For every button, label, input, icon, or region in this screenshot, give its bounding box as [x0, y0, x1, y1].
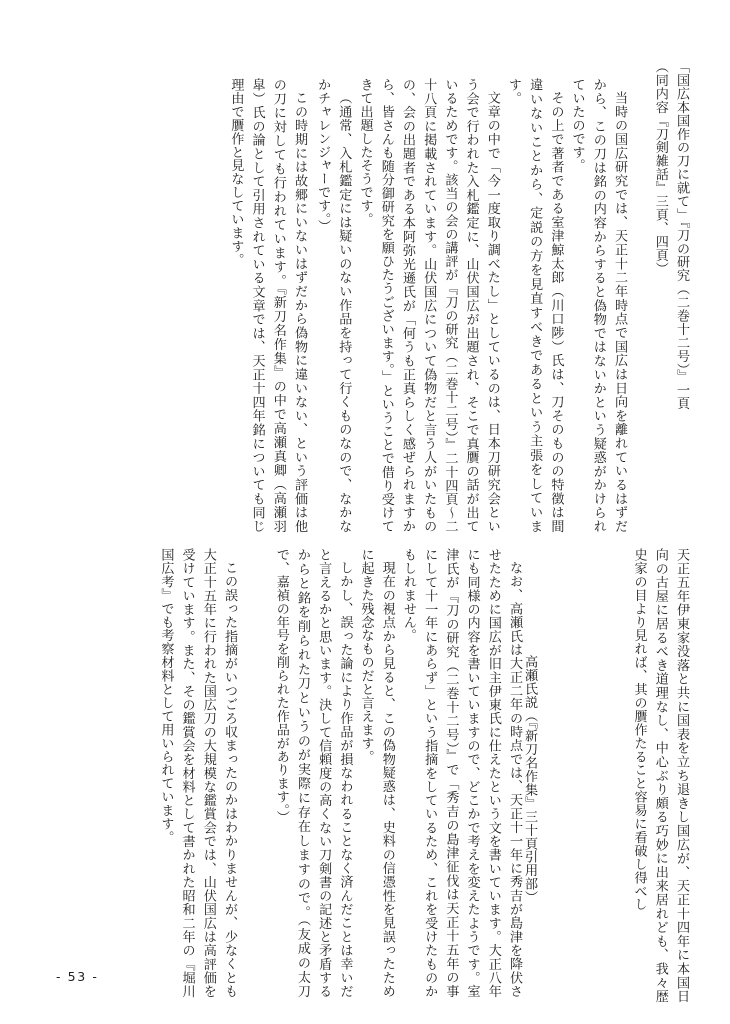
paragraph: この誤った指摘がいつごろ収まったのかはわかりませんが、少なくとも大正十五年に行われた国広刀の大規模な鑑賞会では、山伏国広は高評価を受けています。また、その鑑賞会を材料として書かれた昭和二年の『堀川国広考』でも考察材料として用いられています。: [158, 548, 237, 998]
paragraph: なお、高瀬氏は大正二年の時点では、天正十一年に秀吉が島津を降伏させたために国広が旧主伊東氏に仕えたという文を書いています。大正八年にも同様の内容を書いていますので、どこかで考えを変えたようです。室津氏が『刀の研究（二巻十二号）』で「秀吉の島津征伐は天正十五年の事にして十一年にあらず」という指摘をしているため、これを受けたものかもしれません。: [400, 548, 522, 998]
body-top-right: [312, 78, 630, 533]
source-citation-title: 「国広本国作の刀に就て」『刀の研究（二巻十二号）』一頁: [674, 60, 689, 411]
block-quote-text: 天正五年伊東家没落と共に国表を立ち退きし国広が、天正十四年に本国日向の古屋に居るべき道理なし、中心ぶり頗る巧妙に出来居れども、我々歴史家の目より見れば、其の贋作たること容易に看破し得べし: [631, 548, 689, 1003]
source-citation-note: （同内容『刀剣雑話』三頁、四頁）: [652, 60, 668, 276]
paragraph: しかし、誤った論により作品が損なわれることなく済んだことは幸いだと言えるかと思います。決して信頼度の高くない刀剣書の記述と矛盾するからと銘を削られた刀というのが実際に存在しますので。（友成の太刀で、嘉禎の年号を削られた作品があります。）: [273, 548, 353, 998]
source-citation-block: [650, 60, 692, 540]
quote-attribution: 高瀬氏説（『新刀名作集』三十頁引用部）: [522, 655, 537, 904]
body-bottom-left: [155, 548, 240, 998]
paragraph: この時期には故郷にいないはずだから偽物に違いない、という評価は他の刀に対しても行われています。『新刀名作集』の中で高瀬真卿（高瀬羽皐）氏の論として引用されている文章では、天正十四年銘についても同じ理由で贋作と見なしています。: [228, 78, 307, 533]
paragraph: その上で著者である室津鯨太郎（川口陟）氏は、刀そのものの特徴は間違いないことから、定説の方を見直すべきであるという主張をしています。: [505, 78, 564, 533]
paragraph: 現在の視点から見ると、この偽物疑惑は、史料の信憑性を見誤ったために起きた残念なものだと言えます。: [358, 548, 395, 998]
page-number: - 53 -: [56, 969, 99, 984]
body-bottom-right: [271, 548, 525, 998]
paragraph: 当時の国広研究では、天正十二年時点で国広は日向を離れているはずだから、この刀は銘の内容からすると偽物ではないかという疑惑がかけられていたのです。: [569, 78, 627, 533]
body-top-left: [225, 78, 310, 533]
block-quote-block: [628, 548, 692, 1003]
paragraph: （通常、入札鑑定には疑いのない作品を持って行くものなので、なかなかチャレンジャーです。）: [315, 78, 352, 533]
paragraph: 文章の中で「今一度取り調べたし」としているのは、日本刀研究会という会で行われた入札鑑定に、山伏国広が出題され、そこで真贋の話が出ているためです。該当の会の講評が『刀の研究（二巻十二号）』二十四頁～二十八頁に掲載されています。山伏国広について偽物だと言う人がいたものの、会の出題者である本阿弥光遜氏が「何うも正真らしく感ぜられますから、皆さんも随分御研究を願ひたうございます。」ということで借り受けてきて出題したそうです。: [357, 78, 500, 533]
